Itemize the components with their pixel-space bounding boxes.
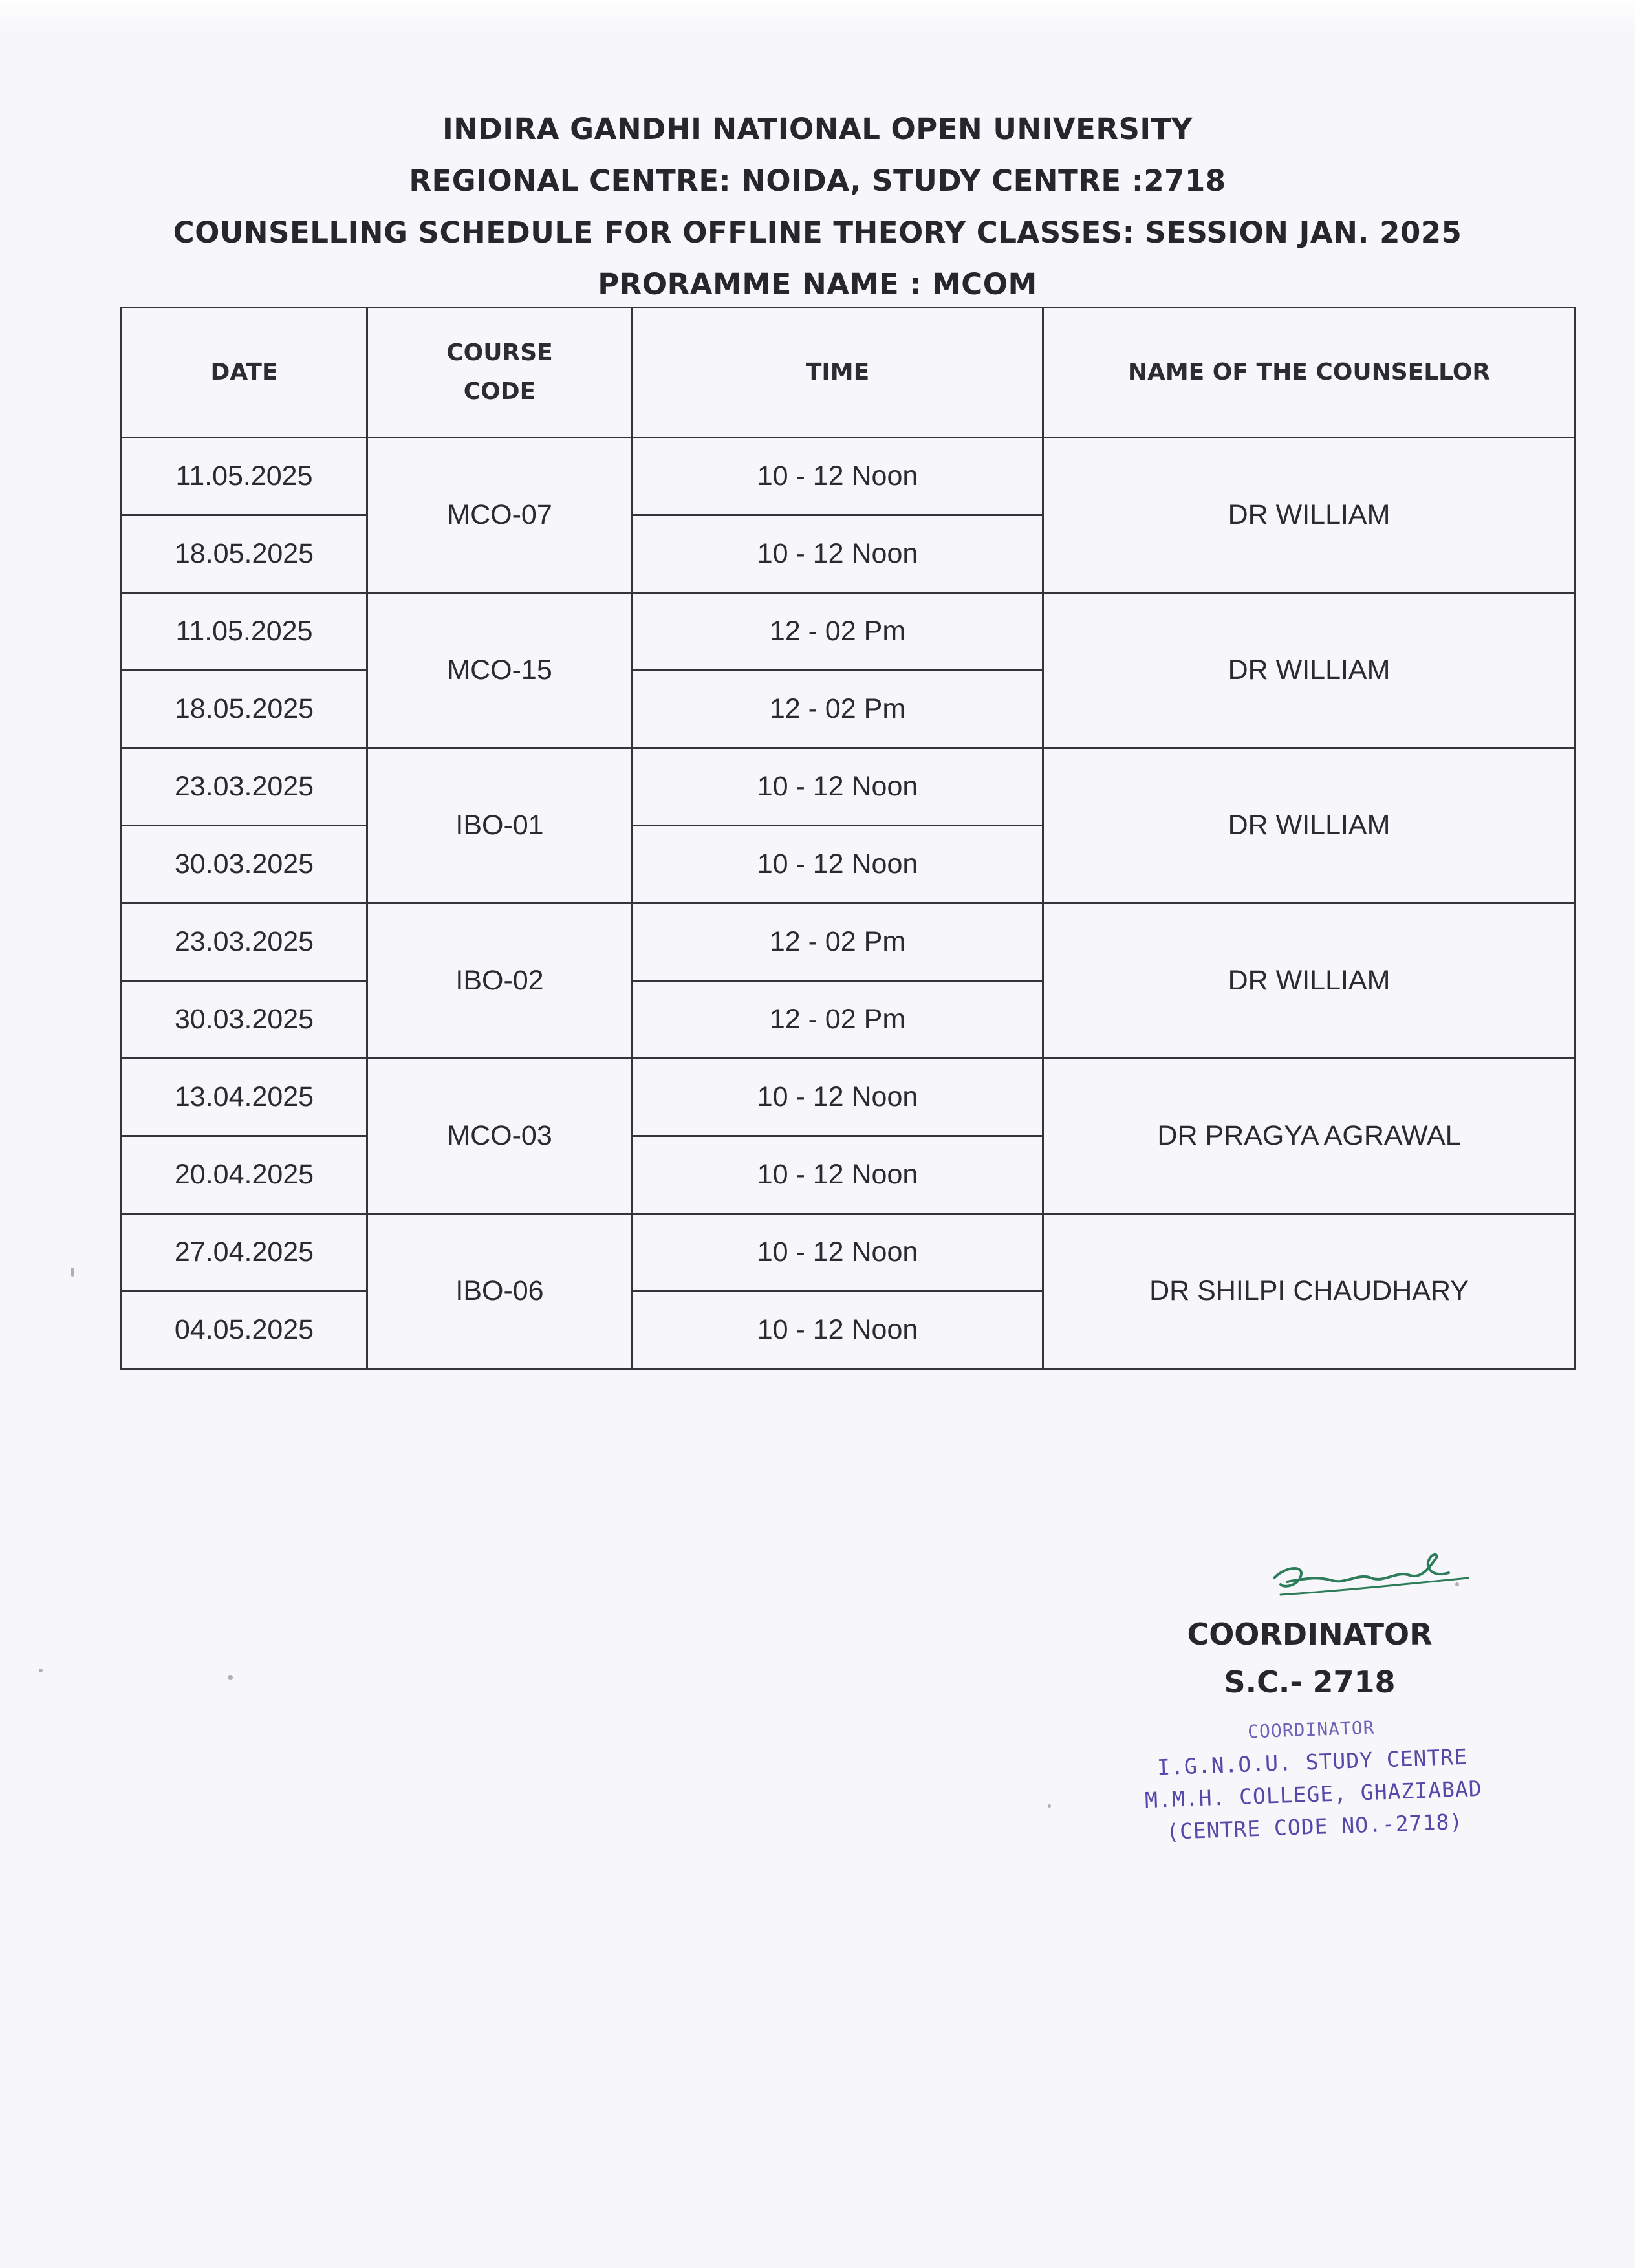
date-cell: 18.05.2025 (122, 671, 367, 748)
column-header-course-code (367, 308, 633, 438)
stamp-line-1: COORDINATOR (1247, 1716, 1376, 1743)
page-top-edge (0, 0, 1635, 28)
study-centre-code: S.C.- 2718 (1224, 1665, 1396, 1700)
table-row (122, 1059, 1575, 1136)
course-code-cell: MCO-07 (367, 438, 633, 593)
time-cell: 10 - 12 Noon (633, 438, 1043, 515)
time-cell: 10 - 12 Noon (633, 826, 1043, 903)
date-cell: 11.05.2025 (122, 438, 367, 515)
course-code-cell: MCO-03 (367, 1059, 633, 1214)
regional-centre: REGIONAL CENTRE: NOIDA, STUDY CENTRE :2718 (409, 164, 1226, 198)
stamp-line-2: I.G.N.O.U. STUDY CENTRE (1156, 1744, 1468, 1780)
table-row (122, 1214, 1575, 1291)
coordinator-title: COORDINATOR (1187, 1617, 1433, 1652)
date-cell: 20.04.2025 (122, 1136, 367, 1214)
scan-speck (71, 1268, 74, 1277)
counsellor-cell: DR WILLIAM (1043, 748, 1575, 903)
date-cell: 23.03.2025 (122, 748, 367, 826)
counsellor-cell: DR WILLIAM (1043, 438, 1575, 593)
time-cell: 10 - 12 Noon (633, 1136, 1043, 1214)
date-cell: 27.04.2025 (122, 1214, 367, 1291)
date-cell: 04.05.2025 (122, 1291, 367, 1369)
counsellor-cell: DR WILLIAM (1043, 903, 1575, 1059)
schedule-title: COUNSELLING SCHEDULE FOR OFFLINE THEORY CLASSES: SESSION JAN. 2025 (173, 215, 1462, 250)
document-header (0, 103, 1635, 310)
time-cell: 10 - 12 Noon (633, 1291, 1043, 1369)
course-code-cell: IBO-02 (367, 903, 633, 1059)
coordinator-block (1099, 1610, 1520, 1706)
time-cell: 10 - 12 Noon (633, 1214, 1043, 1291)
date-cell: 30.03.2025 (122, 981, 367, 1059)
date-cell: 13.04.2025 (122, 1059, 367, 1136)
table-row (122, 903, 1575, 981)
column-header-counsellor: NAME OF THE COUNSELLOR (1043, 308, 1575, 438)
time-cell: 10 - 12 Noon (633, 515, 1043, 593)
counsellor-cell: DR WILLIAM (1043, 593, 1575, 748)
study-centre-stamp (1085, 1706, 1542, 1851)
counsellor-cell: DR SHILPI CHAUDHARY (1043, 1214, 1575, 1369)
scan-speck (1455, 1582, 1459, 1586)
column-header-date: DATE (122, 308, 367, 438)
programme-name: PRORAMME NAME : MCOM (598, 267, 1037, 301)
date-cell: 30.03.2025 (122, 826, 367, 903)
time-cell: 12 - 02 Pm (633, 671, 1043, 748)
table-row (122, 593, 1575, 671)
table-row (122, 748, 1575, 826)
table-header-row (122, 308, 1575, 438)
time-cell: 12 - 02 Pm (633, 903, 1043, 981)
course-code-cell: IBO-01 (367, 748, 633, 903)
scan-speck (39, 1669, 43, 1672)
date-cell: 11.05.2025 (122, 593, 367, 671)
table-row (122, 438, 1575, 515)
course-code-header-line2: CODE (463, 378, 536, 405)
coordinator-signature (1261, 1539, 1481, 1617)
counsellor-cell: DR PRAGYA AGRAWAL (1043, 1059, 1575, 1214)
date-cell: 18.05.2025 (122, 515, 367, 593)
course-code-cell: MCO-15 (367, 593, 633, 748)
university-name: INDIRA GANDHI NATIONAL OPEN UNIVERSITY (442, 112, 1193, 146)
column-header-time: TIME (633, 308, 1043, 438)
course-code-header-line1: COURSE (446, 340, 553, 366)
time-cell: 12 - 02 Pm (633, 593, 1043, 671)
stamp-line-3: M.M.H. COLLEGE, GHAZIABAD (1144, 1775, 1483, 1813)
date-cell: 23.03.2025 (122, 903, 367, 981)
time-cell: 10 - 12 Noon (633, 1059, 1043, 1136)
time-cell: 10 - 12 Noon (633, 748, 1043, 826)
stamp-line-4: (CENTRE CODE NO.-2718) (1165, 1808, 1464, 1844)
counselling-schedule-table (120, 307, 1576, 1370)
scan-speck (228, 1675, 233, 1680)
course-code-cell: IBO-06 (367, 1214, 633, 1369)
scan-speck (1048, 1804, 1051, 1808)
time-cell: 12 - 02 Pm (633, 981, 1043, 1059)
